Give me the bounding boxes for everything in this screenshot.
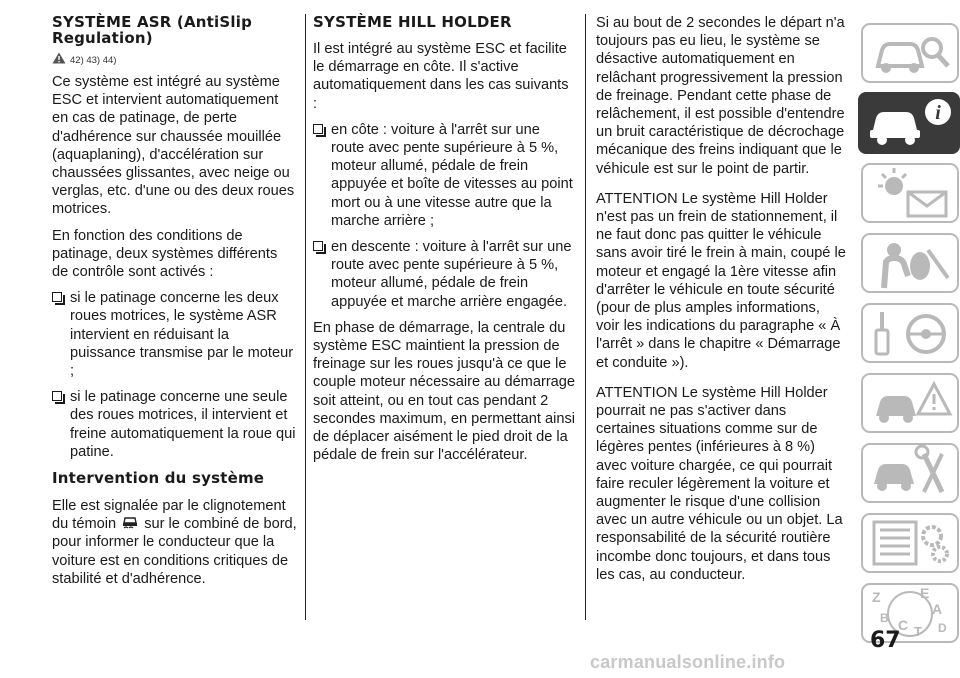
svg-text:D: D [938, 621, 947, 635]
car-search-icon[interactable] [858, 20, 960, 86]
technical-data-icon[interactable] [858, 510, 960, 576]
paragraph: ATTENTION Le système Hill Holder n'est pas un frein de stationnement, il ne faut donc pas quitter le véhicule sans avoir tiré le frein à main, coupé le moteur et engagé la 1ère vitesse afin d'arrêter le véhicule en toute sécurité (pour de plus amples informations, voir les indications du paragraphe « À l'arrêt » dans le chapitre « Démarrage et conduite »). [596, 190, 846, 371]
warning-triangle-icon [52, 52, 66, 69]
paragraph [52, 497, 297, 588]
paragraph: En fonction des conditions de patinage, deux systèmes différents de contrôle sont activés : [52, 227, 278, 281]
esc-warning-light-icon [122, 516, 138, 530]
list-item [313, 238, 576, 311]
svg-text:B: B [880, 611, 889, 625]
column-divider [305, 14, 306, 620]
car-info-icon[interactable] [858, 90, 960, 156]
section-heading-asr: SYSTÈME ASR (AntiSlip Regulation) [52, 13, 253, 47]
paragraph-part: sur le combiné de bord, pour informer le conducteur que la voiture est en conditions critiques de stabilité et d'adhérence. [52, 516, 297, 587]
paragraph: ATTENTION Le système Hill Holder pourrait ne pas s'activer dans certaines situations comme sur de légères pentes (inférieures à 8 %) avec voiture chargée, ce qui pourrait faire reculer légèrement la voiture et augmenter le risque d'une collision avec un autre véhicule ou un objet. La responsabilité de la sécurité routière incombe donc toujours, et dans tous les cas, au conducteur. [596, 384, 843, 583]
svg-text:A: A [932, 601, 943, 617]
warning-refs-text: 42) 43) 44) [70, 54, 117, 66]
paragraph: Si au bout de 2 secondes le départ n'a toujours pas eu lieu, le système se désactive automatiquement en relâchant progressivement la pression de freinage. Pendant cette phase de relâchement, il est possible d'entendre un bruit caractéristique de décrochage mécanique des freins indiquant que le véhicule est sur le point de partir. [596, 15, 845, 177]
checkbox-bullet-icon [52, 391, 62, 401]
column-1 [52, 14, 297, 596]
paragraph: Il est intégré au système ESC et facilite le démarrage en côte. Il s'active automatiquement dans les cas suivants : [313, 41, 569, 112]
column-divider [585, 14, 586, 620]
list-item-text: en côte : voiture à l'arrêt sur une route avec pente supérieure à 5 %, moteur allumé, pédale de frein appuyée et boîte de vitesses au point mort ou à une vitesse autre que la marche arrière ; [331, 121, 573, 229]
list-item-text: si le patinage concerne les deux roues motrices, le système ASR intervient en réduisant la puissance transmise par le moteur ; [70, 290, 294, 380]
page-number: 67 [870, 628, 901, 653]
key-steering-icon[interactable] [858, 300, 960, 366]
svg-text:C: C [898, 617, 909, 633]
checkbox-bullet-icon [52, 292, 62, 302]
list-item [52, 388, 297, 461]
emergency-icon[interactable] [858, 370, 960, 436]
airbag-safety-icon[interactable] [858, 230, 960, 296]
paragraph-part: Elle est signalée par le clignotement du témoin [52, 498, 286, 533]
maintenance-icon[interactable] [858, 440, 960, 506]
list-item-text: si le patinage concerne une seule des roues motrices, il intervient et freine automatiquement la roue qui patine. [70, 389, 296, 460]
column-3 [596, 14, 846, 592]
svg-text:i: i [935, 102, 941, 124]
warning-lights-icon[interactable] [858, 160, 960, 226]
column-2 [313, 14, 576, 472]
checkbox-bullet-icon [313, 124, 323, 134]
section-heading-intervention: Intervention du système [52, 469, 265, 488]
warning-refs [52, 52, 297, 69]
svg-text:E: E [920, 585, 930, 601]
svg-text:T: T [914, 624, 922, 639]
paragraph: Ce système est intégré au système ESC et intervient automatiquement en cas de patinage, de perte d'adhérence sur chaussée mouillée (aquaplaning), d'accélération sur chaussées glissantes, avec neige ou verglas, etc. d'une ou des deux roues motrices. [52, 74, 295, 218]
list-item-text: en descente : voiture à l'arrêt sur une route avec pente supérieure à 5 %, moteur allumé, pédale de frein appuyée et marche arrière engagée. [331, 239, 572, 310]
list-item [52, 289, 297, 380]
checkbox-bullet-icon [313, 241, 323, 251]
list-item [313, 121, 576, 230]
watermark-text: carmanualsonline.info [590, 652, 786, 672]
svg-text:Z: Z [872, 589, 881, 605]
section-heading-hill-holder: SYSTÈME HILL HOLDER [313, 13, 512, 31]
paragraph: En phase de démarrage, la centrale du système ESC maintient la pression de freinage sur les roues jusqu'à ce que le couple moteur nécessaire au démarrage soit atteint, ou en tout cas pendant 2 secondes maximum, en permettant ainsi de déplacer aisément le pied droit de la pédale de frein sur l'accélérateur. [313, 319, 576, 464]
